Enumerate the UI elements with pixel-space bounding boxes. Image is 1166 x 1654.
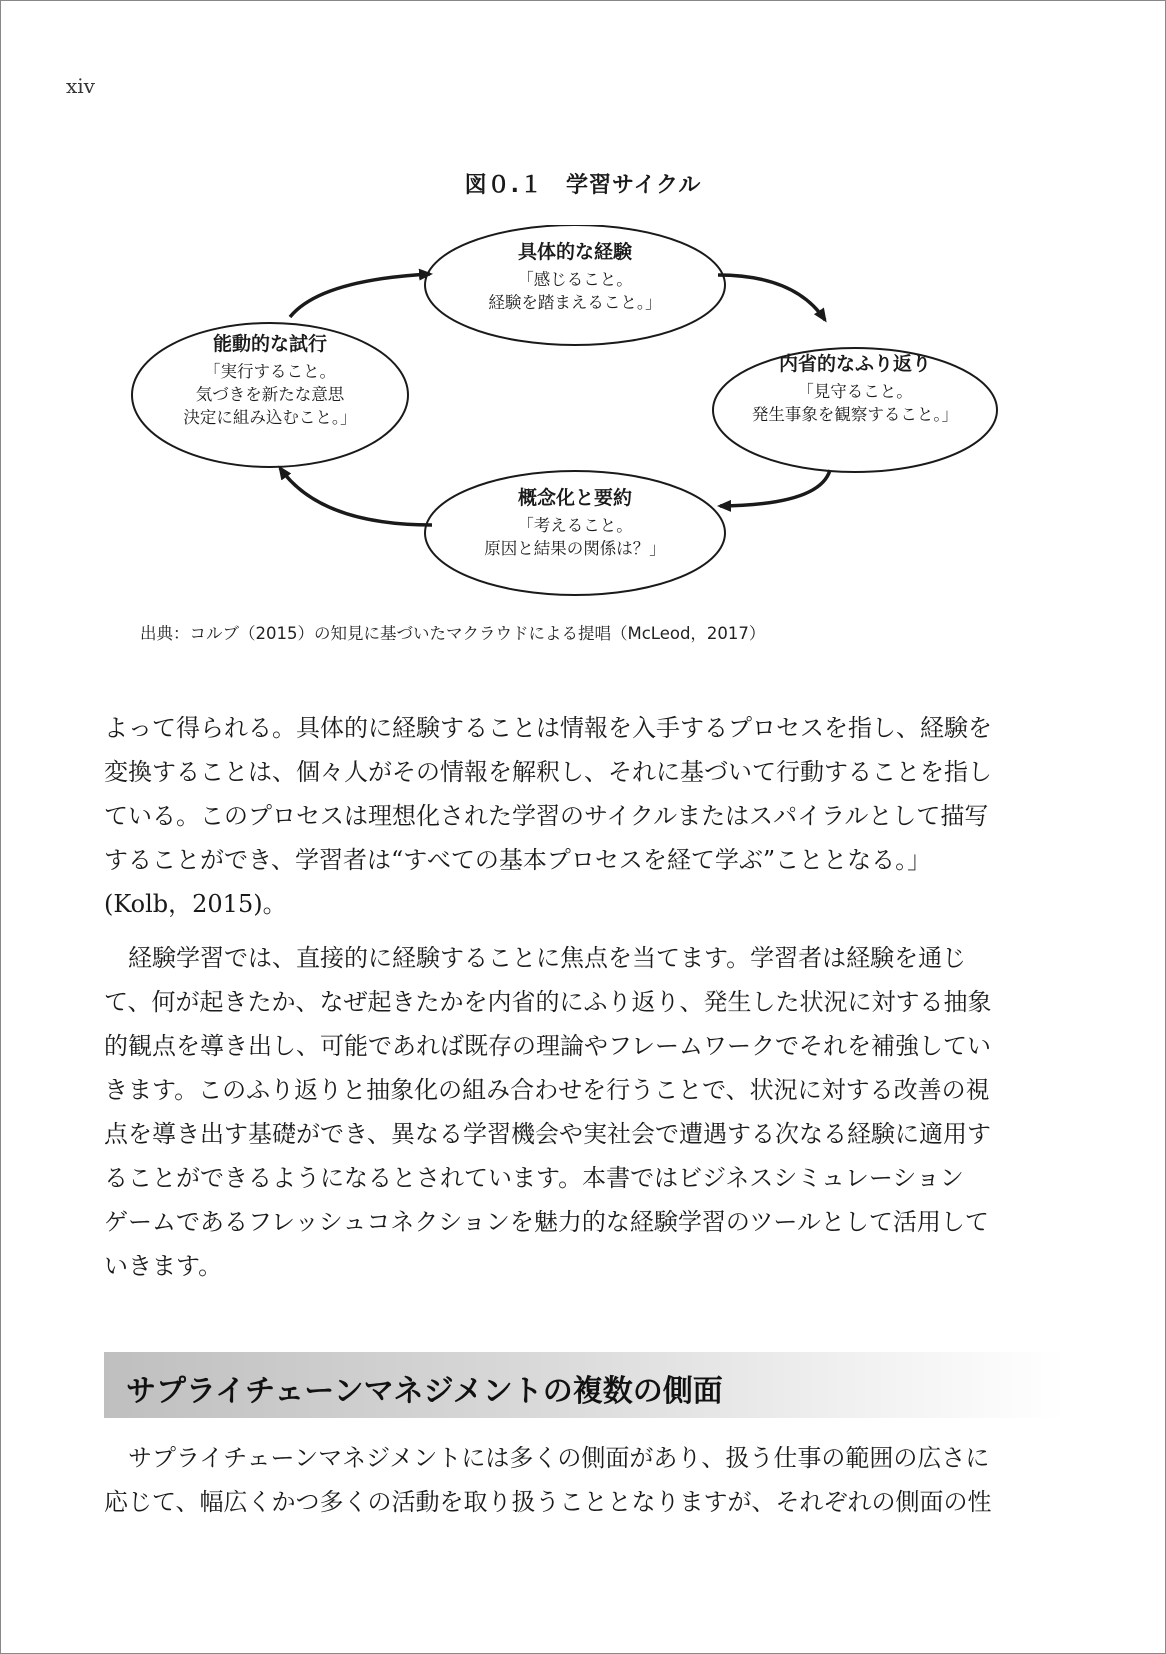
node-line: 気づきを新たな意思 xyxy=(195,385,345,404)
body-line: いきます。 xyxy=(104,1252,223,1280)
node-line: 経験を踏まえること。」 xyxy=(488,293,662,312)
body-paragraph-1 xyxy=(104,706,1064,926)
node-line: 「考えること。 xyxy=(517,516,633,535)
node-title: 能動的な試行 xyxy=(212,333,327,355)
body-line: (Kolb，2015)。 xyxy=(104,890,287,918)
body-line: 応じて、幅広くかつ多くの活動を取り扱うこととなりますが、それぞれの側面の性 xyxy=(104,1488,992,1516)
node-line: 原因と結果の関係は？」 xyxy=(484,539,666,558)
section-heading-text: サプライチェーンマネジメントの複数の側面 xyxy=(126,1374,723,1409)
body-line: ている。このプロセスは理想化された学習のサイクルまたはスパイラルとして描写 xyxy=(104,802,989,830)
body-line: することができ、学習者は“すべての基本プロセスを経て学ぶ”こととなる。」 xyxy=(104,846,932,874)
section-paragraph xyxy=(104,1436,1064,1524)
page-number: xiv xyxy=(66,74,95,98)
body-paragraph-2 xyxy=(104,936,1064,1288)
body-line: 的観点を導き出し、可能であれば既存の理論やフレームワークでそれを補強してい xyxy=(104,1032,992,1060)
node-abstract-conceptualization xyxy=(425,487,725,560)
body-line: 経験学習では、直接的に経験することに焦点を当てます。学習者は経験を通じ xyxy=(104,944,967,972)
body-line: よって得られる。具体的に経験することは情報を入手するプロセスを指し、経験を xyxy=(104,714,992,742)
body-line: 変換することは、個々人がその情報を解釈し、それに基づいて行動することを指し xyxy=(104,758,992,786)
body-line: きます。このふり返りと抽象化の組み合わせを行うことで、状況に対する改善の視 xyxy=(104,1076,990,1104)
node-title: 概念化と要約 xyxy=(517,487,632,509)
body-line: て、何が起きたか、なぜ起きたかを内省的にふり返り、発生した状況に対する抽象 xyxy=(104,988,992,1016)
section-heading xyxy=(104,1352,1066,1418)
figure-title: 図０.１ 学習サイクル xyxy=(464,173,702,198)
arrow-right-to-bottom xyxy=(720,470,830,506)
arrow-top-to-right xyxy=(718,275,825,320)
node-title: 具体的な経験 xyxy=(517,241,632,263)
body-line: ゲームであるフレッシュコネクションを魅力的な経験学習のツールとして活用して xyxy=(104,1208,989,1236)
body-line: ることができるようになるとされています。本書ではビジネスシミュレーション xyxy=(104,1164,964,1192)
body-line: サプライチェーンマネジメントには多くの側面があり、扱う仕事の範囲の広さに xyxy=(104,1444,990,1472)
figure-source: 出典：コルブ（2015）の知見に基づいたマクラウドによる提唱（McLeod，2017） xyxy=(140,624,766,643)
body-line: 点を導き出す基礎ができ、異なる学習機会や実社会で遭遇する次なる経験に適用す xyxy=(104,1120,992,1148)
arrow-bottom-to-left xyxy=(280,468,432,525)
arrow-left-to-top xyxy=(290,274,430,317)
node-line: 「感じること。 xyxy=(517,270,633,289)
node-title: 内省的なふり返り xyxy=(778,353,931,375)
node-active-experimentation xyxy=(140,333,400,429)
node-line: 「実行すること。 xyxy=(204,362,336,381)
node-reflective-observation xyxy=(713,353,997,426)
node-line: 「見守ること。 xyxy=(797,382,913,401)
node-line: 発生事象を観察すること。」 xyxy=(751,405,959,424)
node-line: 決定に組み込むこと。」 xyxy=(183,408,357,427)
node-concrete-experience xyxy=(425,241,725,314)
learning-cycle-diagram xyxy=(130,225,1010,615)
